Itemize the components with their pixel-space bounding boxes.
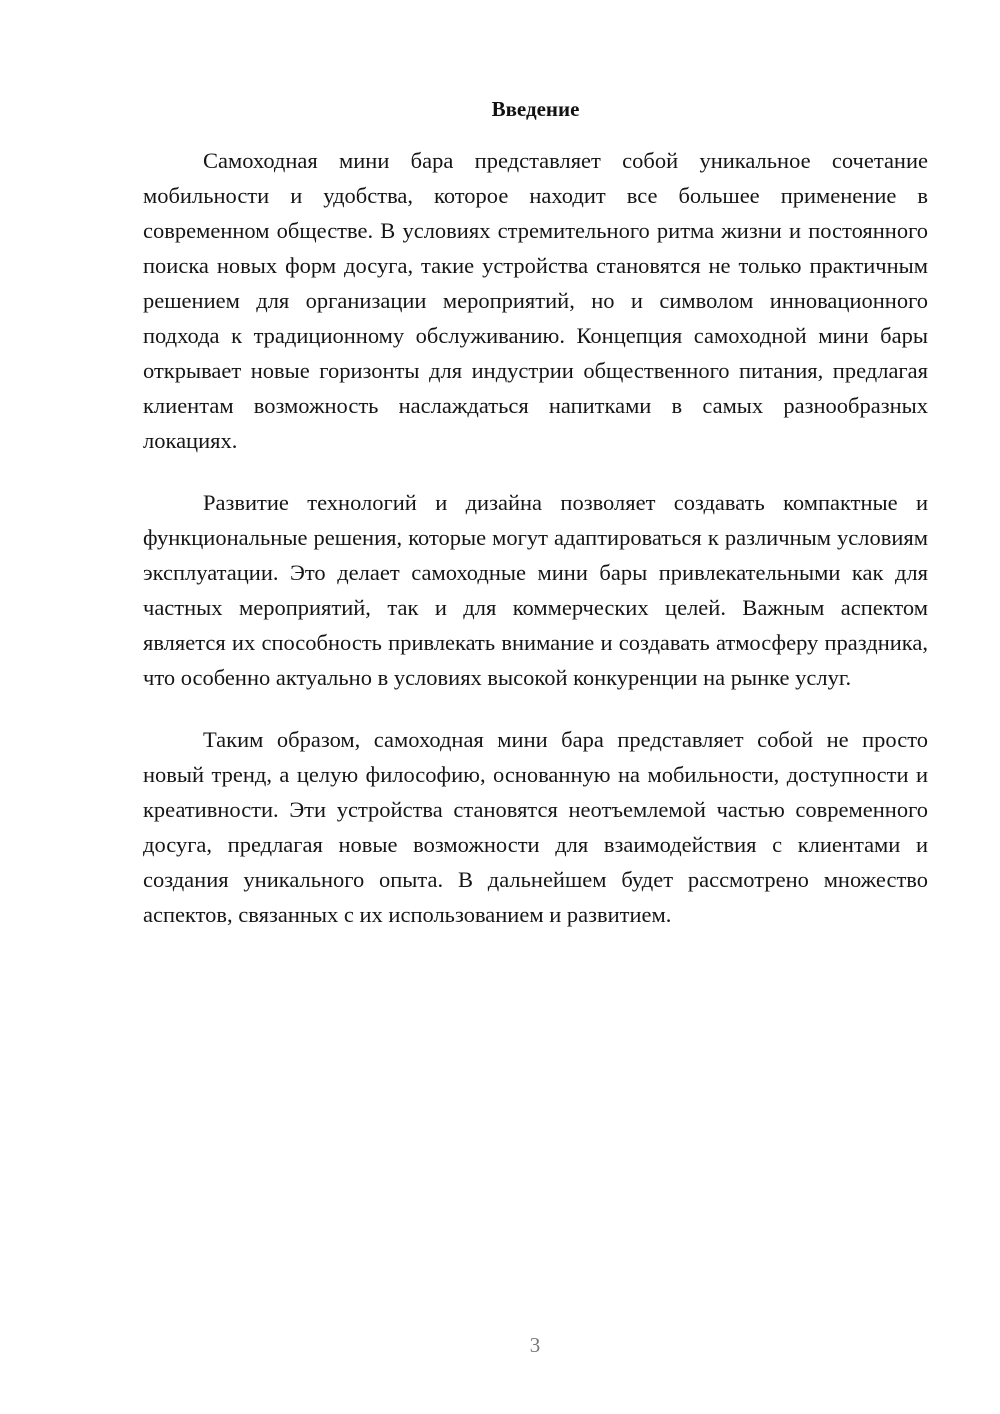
- page-number: 3: [529, 1333, 541, 1357]
- paragraph-1: Самоходная мини бара представляет собой уникальное сочетание мобильности и удобства, которое находит все большее применение в современном обществе. В условиях стремительного ритма жизни и постоянного поиска новых форм досуга, такие устройства становятся не только практичным решением для организации мероприятий, но и символом инновационного подхода к традиционному обслуживанию. Концепция самоходной мини бары открывает новые горизонты для индустрии общественного питания, предлагая клиентам возможность наслаждаться напитками в самых разнообразных локациях.: [143, 148, 928, 453]
- paragraph-2: Развитие технологий и дизайна позволяет создавать компактные и функциональные решения, которые могут адаптироваться к различным условиям эксплуатации. Это делает самоходные мини бары привлекательными как для частных мероприятий, так и для коммерческих целей. Важным аспектом является их способность привлекать внимание и создавать атмосферу праздника, что особенно актуально в условиях высокой конкуренции на рынке услуг.: [143, 490, 928, 690]
- paragraph-3: Таким образом, самоходная мини бара представляет собой не просто новый тренд, а целую философию, основанную на мобильности, доступности и креативности. Эти устройства становятся неотъемлемой частью современного досуга, предлагая новые возможности для взаимодействия с клиентами и создания уникального опыта. В дальнейшем будет рассмотрено множество аспектов, связанных с их использованием и развитием.: [143, 727, 928, 927]
- body-text: [143, 143, 928, 959]
- section-heading: Введение: [491, 97, 580, 121]
